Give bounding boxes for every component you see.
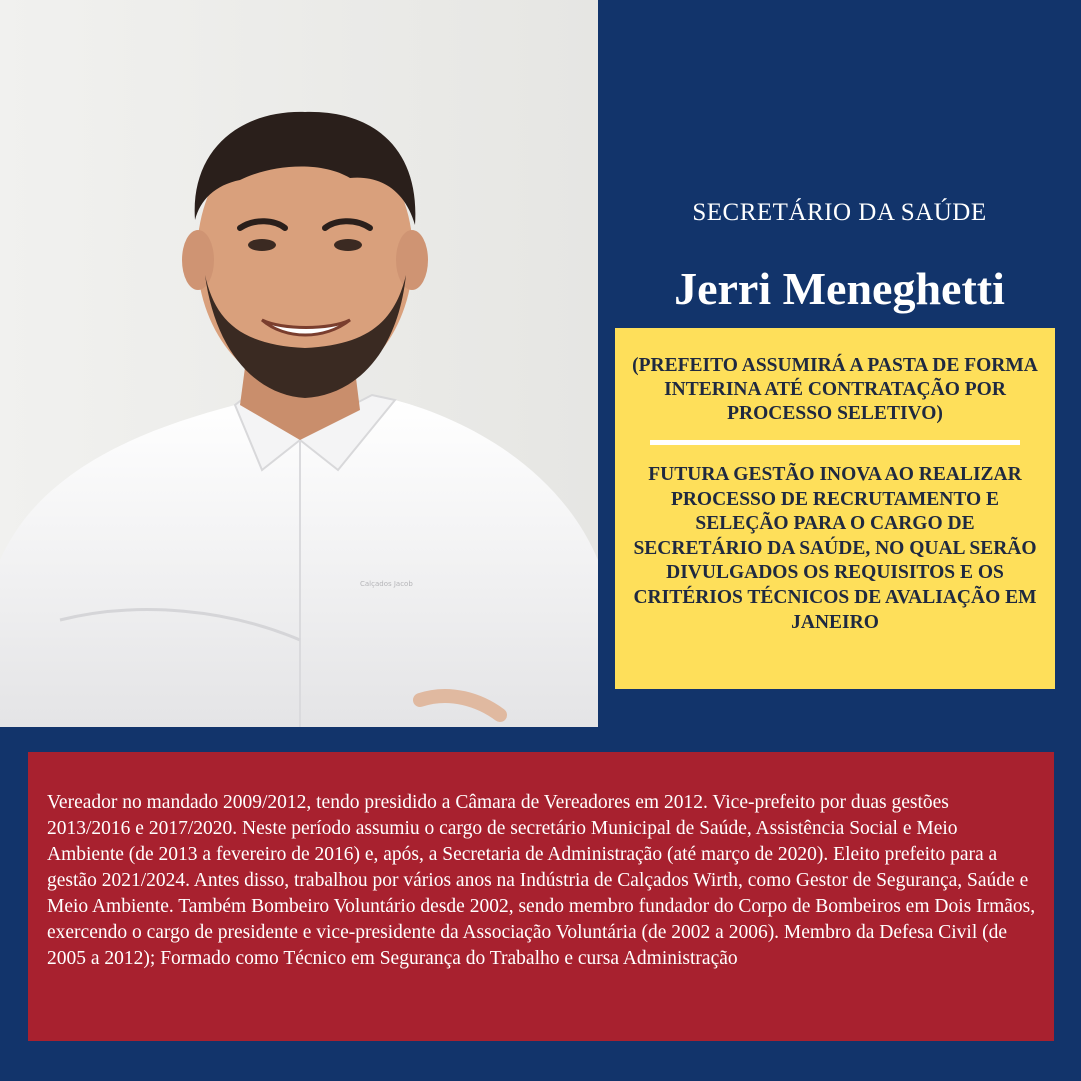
role-title: SECRETÁRIO DA SAÚDE — [692, 199, 987, 226]
person-illustration — [0, 0, 598, 727]
divider — [650, 440, 1020, 445]
bio-box — [28, 752, 1054, 1041]
interim-note: (PREFEITO ASSUMIRÁ A PASTA DE FORMA INTERINA ATÉ CONTRATAÇÃO POR PROCESSO SELETIVO) — [632, 355, 1038, 424]
bio-text: Vereador no mandado 2009/2012, tendo presidido a Câmara de Vereadores em 2012. Vice-prefeito por duas gestões 2013/2016 e 2017/2020. Neste período assumiu o cargo de secretário Municipal de Saúde, Assistência Social e Meio Ambiente (de 2013 a fevereiro de 2016) e, após, a Secretaria de Administração (até março de 2020). Eleito prefeito para a gestão 2021/2024. Antes disso, trabalhou por vários anos na Indústria de Calçados Wirth, como Gestor de Segurança, Saúde e Meio Ambiente. Também Bombeiro Voluntário desde 2002, sendo membro fundador do Corpo de Bombeiros em Dois Irmãos, exercendo o cargo de presidente e vice-presidente da Associação Voluntária (de 2002 a 2006). Membro da Defesa Civil (de 2005 a 2012); Formado como Técnico em Segurança do Trabalho e cursa Administração — [47, 792, 1036, 969]
notice-box — [615, 328, 1055, 689]
svg-text:Calçados Jacob: Calçados Jacob — [360, 580, 413, 588]
notice-description: FUTURA GESTÃO INOVA AO REALIZAR PROCESSO DE RECRUTAMENTO E SELEÇÃO PARA O CARGO DE SECRETÁRIO DA SAÚDE, NO QUAL SERÃO DIVULGADOS OS REQUISITOS E OS CRITÉRIOS TÉCNICOS DE AVALIAÇÃO EM JANEIRO — [633, 464, 1037, 633]
portrait-photo — [0, 0, 598, 727]
person-name: Jerri Meneghetti — [674, 263, 1005, 314]
